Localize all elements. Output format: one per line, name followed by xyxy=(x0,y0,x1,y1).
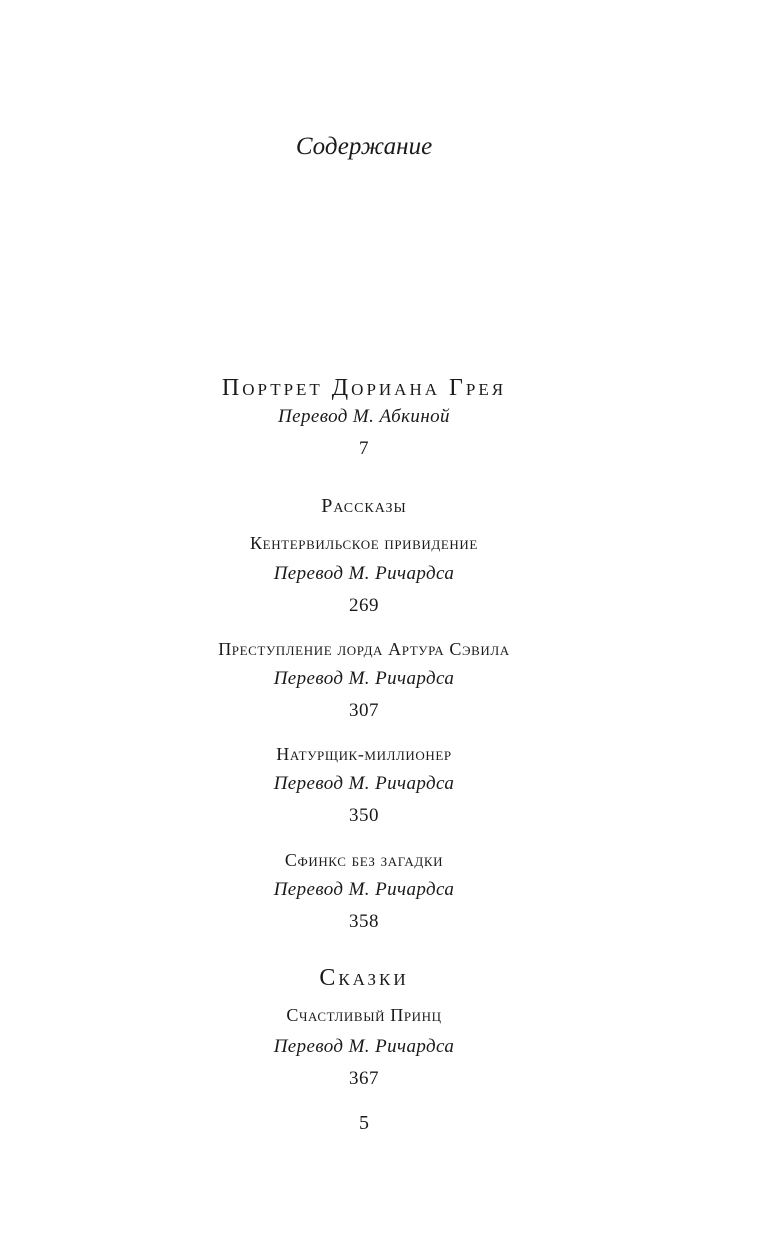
entry-page-sphinx: 358 xyxy=(349,911,379,932)
contents-heading: Содержание xyxy=(295,133,433,160)
entry-translator-dorian-gray: Перевод М. Абкиной xyxy=(278,406,450,427)
entry-page-happy-prince: 367 xyxy=(349,1068,379,1089)
entry-page-model-millionaire: 350 xyxy=(349,805,379,826)
entry-page-canterville: 269 xyxy=(349,595,379,616)
section-title-stories: Рассказы xyxy=(321,495,407,517)
entry-title-lord-arthur: Преступление лорда Артура Сэвила xyxy=(218,639,510,659)
entry-translator-canterville: Перевод М. Ричардса xyxy=(273,563,455,584)
entry-translator-model-millionaire: Перевод М. Ричардса xyxy=(273,773,455,794)
entry-translator-happy-prince: Перевод М. Ричардса xyxy=(273,1036,455,1057)
entry-translator-lord-arthur: Перевод М. Ричардса xyxy=(273,668,455,689)
section-title-tales: Сказки xyxy=(319,965,409,991)
entry-page-dorian-gray: 7 xyxy=(359,438,369,459)
entry-title-dorian-gray: Портрет Дориана Грея xyxy=(221,375,507,401)
page-number: 5 xyxy=(359,1112,369,1134)
entry-title-happy-prince: Счастливый Принц xyxy=(286,1005,442,1025)
entry-title-canterville: Кентервильское привидение xyxy=(250,533,478,553)
entry-translator-sphinx: Перевод М. Ричардса xyxy=(273,879,455,900)
entry-title-model-millionaire: Натурщик-миллионер xyxy=(276,744,452,764)
entry-title-sphinx: Сфинкс без загадки xyxy=(284,850,444,870)
entry-page-lord-arthur: 307 xyxy=(349,700,379,721)
